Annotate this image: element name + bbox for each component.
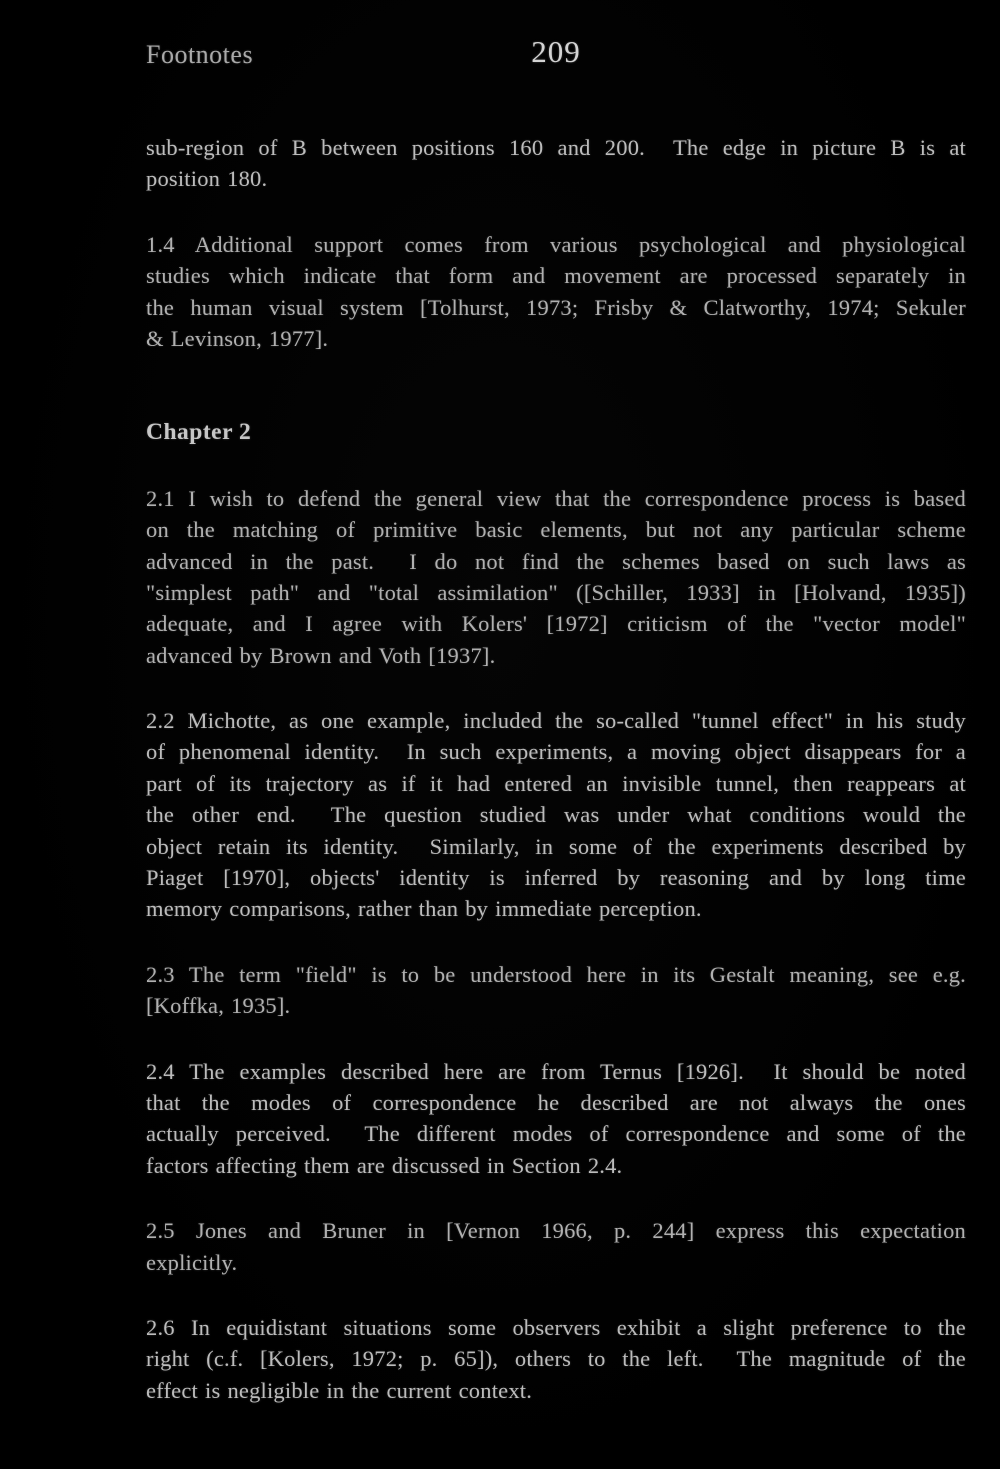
text-line: & Levinson, 1977].: [146, 325, 329, 351]
text-line: factors affecting them are discussed in Section 2.4.: [146, 1152, 623, 1178]
footnote-2-4: [146, 1056, 966, 1182]
text-line: "simplest path" and "total assimilation" ([Schiller, 1933] in [Holvand, 1935]): [146, 579, 966, 605]
text-line: right (c.f. [Kolers, 1972; p. 65]), others to the left. The magnitude of the: [146, 1346, 966, 1372]
page-body: [146, 132, 966, 1406]
text-line: 2.4 The examples described here are from Ternus [1926]. It should be noted: [146, 1058, 966, 1084]
footnote-2-3: [146, 959, 966, 1022]
text-line: on the matching of primitive basic elements, but not any particular scheme: [146, 517, 966, 543]
footnote-1-4: [146, 229, 966, 355]
text-line: 2.5 Jones and Bruner in [Vernon 1966, p. 244] express this expectation: [146, 1218, 966, 1244]
chapter-2-heading: Chapter 2: [146, 419, 252, 446]
text-line: object retain its identity. Similarly, in some of the experiments described by: [146, 833, 966, 859]
page-number: 209: [531, 34, 581, 69]
text-line: position 180.: [146, 166, 268, 192]
footnote-2-1: [146, 483, 966, 671]
text-line: of phenomenal identity. In such experiments, a moving object disappears for a: [146, 739, 966, 765]
text-line: 2.3 The term "field" is to be understood here in its Gestalt meaning, see e.g.: [146, 961, 966, 987]
text-line: studies which indicate that form and movement are processed separately in: [146, 263, 966, 289]
text-line: part of its trajectory as if it had entered an invisible tunnel, then reappears at: [146, 770, 966, 796]
text-line: advanced in the past. I do not find the schemes based on such laws as: [146, 548, 966, 574]
text-line: [Koffka, 1935].: [146, 993, 291, 1019]
text-line: effect is negligible in the current context.: [146, 1377, 533, 1403]
running-head-title: Footnotes: [146, 40, 254, 69]
continuation-paragraph: [146, 132, 966, 195]
text-line: explicitly.: [146, 1249, 238, 1275]
text-line: 2.6 In equidistant situations some observers exhibit a slight preference to the: [146, 1314, 966, 1340]
text-line: 1.4 Additional support comes from various psychological and physiological: [146, 231, 966, 257]
footnote-2-6: [146, 1312, 966, 1406]
text-line: 2.2 Michotte, as one example, included the so-called "tunnel effect" in his study: [146, 708, 966, 734]
text-line: actually perceived. The different modes of correspondence and some of the: [146, 1121, 966, 1147]
text-line: sub-region of B between positions 160 and 200. The edge in picture B is at: [146, 135, 966, 160]
text-line: 2.1 I wish to defend the general view that the correspondence process is based: [146, 485, 966, 511]
text-line: the other end. The question studied was under what conditions would the: [146, 802, 966, 828]
page-header: [146, 34, 966, 76]
footnote-2-2: [146, 705, 966, 925]
footnote-2-5: [146, 1215, 966, 1278]
text-line: that the modes of correspondence he described are not always the ones: [146, 1089, 966, 1115]
text-line: Piaget [1970], objects' identity is inferred by reasoning and by long time: [146, 865, 966, 891]
text-line: adequate, and I agree with Kolers' [1972] criticism of the "vector model": [146, 611, 966, 637]
text-line: advanced by Brown and Voth [1937].: [146, 642, 496, 668]
text-line: memory comparisons, rather than by immediate perception.: [146, 896, 702, 922]
text-line: the human visual system [Tolhurst, 1973; Frisby & Clatworthy, 1974; Sekuler: [146, 294, 966, 320]
